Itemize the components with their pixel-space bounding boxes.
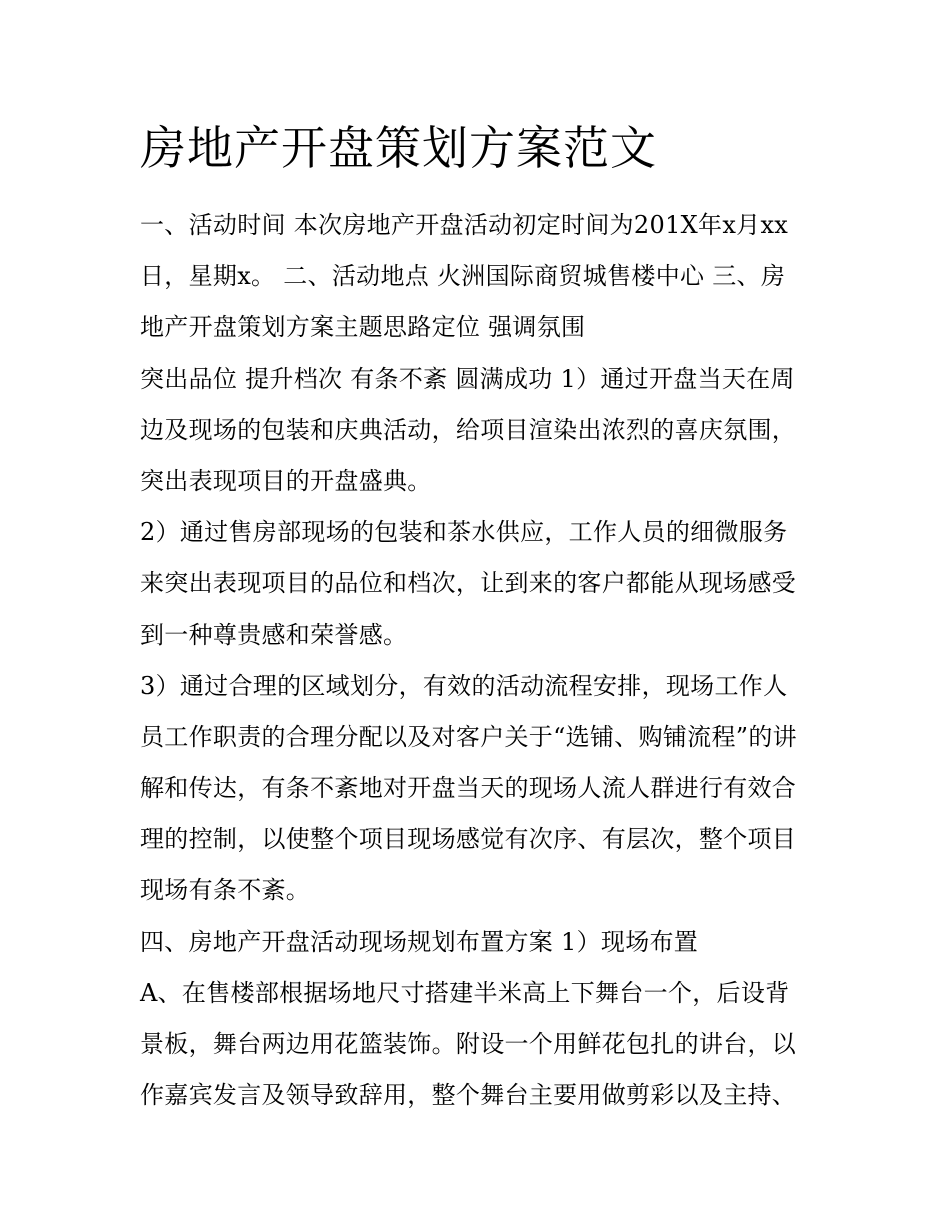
text-line: 景板，舞台两边用花篮装饰。附设一个用鲜花包扎的讲台，以 (140, 1030, 797, 1058)
text-line: A、在售楼部根据场地尺寸搭建半米高上下舞台一个，后设背 (140, 978, 790, 1007)
document-body (140, 200, 830, 1121)
text-line: 一、活动时间 本次房地产开盘活动初定时间为201X年x月xx (140, 211, 789, 239)
text-line: 3）通过合理的区域划分，有效的活动流程安排，现场工作人 (140, 671, 788, 700)
text-line: 理的控制，以使整个项目现场感觉有次序、有层次，整个项目 (140, 825, 797, 854)
text-line: 四、房地产开盘活动现场规划布置方案 1）现场布置 (140, 927, 699, 956)
text-line: 来突出表现项目的品位和档次，让到来的客户都能从现场感受 (140, 569, 797, 598)
text-line: 员工作职责的合理分配以及对客户关于“选铺、购铺流程”的讲 (140, 722, 797, 751)
text-line: 边及现场的包装和庆典活动，给项目渲染出浓烈的喜庆氛围， (140, 415, 797, 444)
text-line: 2）通过售房部现场的包装和茶水供应，工作人员的细微服务 (140, 518, 788, 547)
text-line: 解和传达，有条不紊地对开盘当天的现场人流人群进行有效合 (140, 774, 797, 803)
text-line: 日，星期x。 二、活动地点 火洲国际商贸城售楼中心 三、房 (140, 262, 786, 291)
text-line: 地产开盘策划方案主题思路定位 强调氛围 (140, 313, 586, 342)
text-line: 现场有条不紊。 (140, 876, 311, 905)
document-title: 房地产开盘策划方案范文 (140, 121, 657, 175)
text-line: 突出表现项目的开盘盛典。 (140, 466, 432, 495)
text-line: 到一种尊贵感和荣誉感。 (140, 620, 408, 649)
text-line: 作嘉宾发言及领导致辞用，整个舞台主要用做剪彩以及主持、 (140, 1081, 797, 1110)
text-line: 突出品位 提升档次 有条不紊 圆满成功 1）通过开盘当天在周 (140, 364, 795, 393)
